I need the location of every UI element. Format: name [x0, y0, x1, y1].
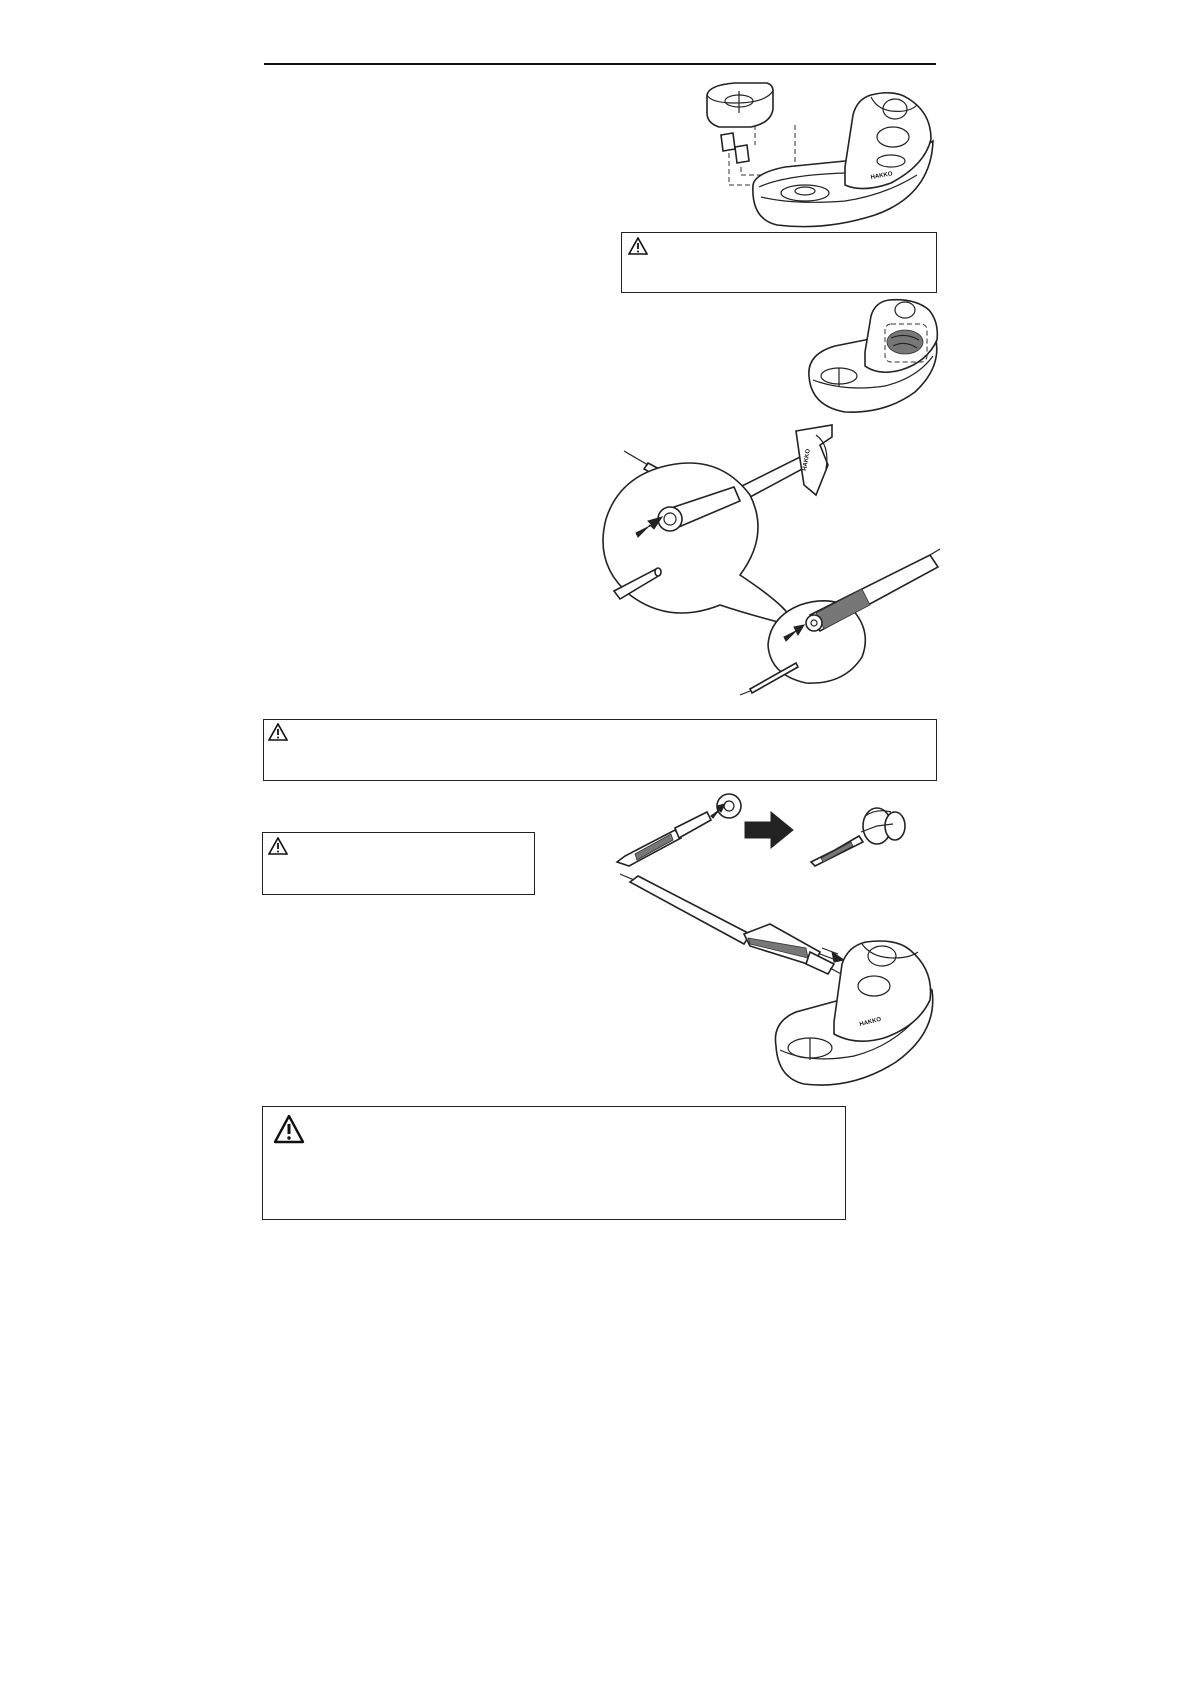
warning-box	[262, 1106, 846, 1220]
warning-triangle-icon	[628, 237, 648, 255]
caution-box-1	[621, 232, 937, 293]
arrow-right-icon	[745, 812, 793, 848]
warning-triangle-icon	[273, 1114, 305, 1144]
header-rule	[264, 63, 936, 65]
sponge-assembly-figure	[695, 75, 935, 230]
warning-triangle-icon	[268, 723, 288, 741]
tip-guard-figure	[615, 786, 935, 868]
iron-in-holder-figure	[620, 872, 936, 1094]
caution-box-3	[262, 832, 535, 895]
warning-triangle-icon	[268, 837, 288, 855]
svg-text:HAKKO: HAKKO	[802, 448, 812, 472]
brand-label: HAKKO	[870, 171, 894, 181]
caution-box-2	[263, 719, 937, 781]
cleaning-wire-figure	[805, 296, 940, 418]
tip-insert-figure	[600, 425, 940, 705]
svg-text:HAKKO: HAKKO	[859, 1016, 882, 1028]
